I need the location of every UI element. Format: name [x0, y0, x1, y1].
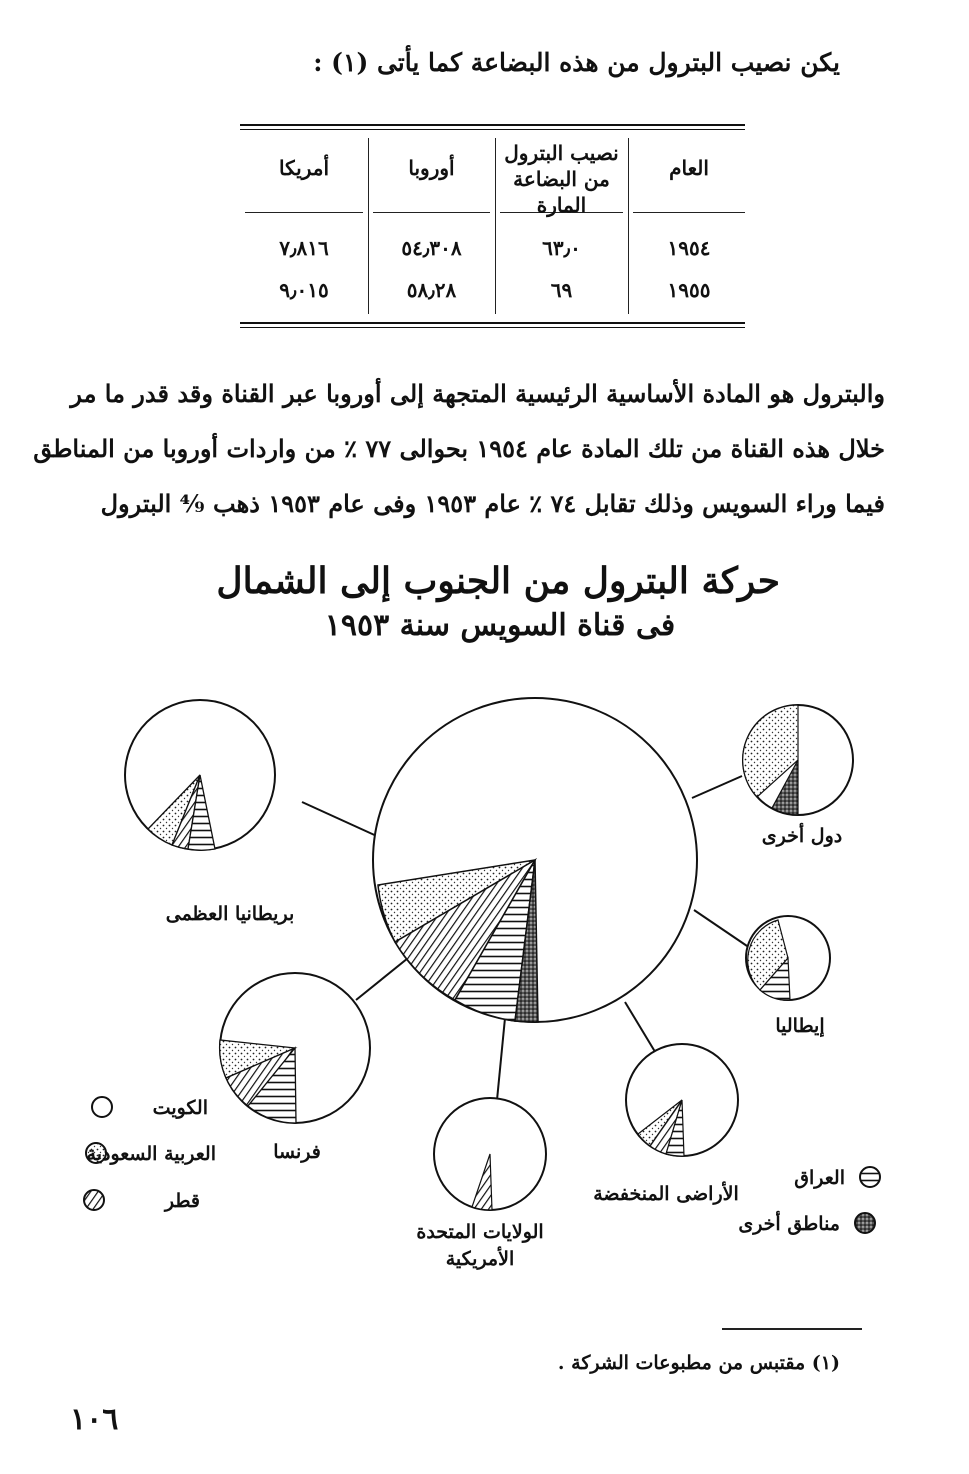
legend-saudi: العربية السعودية — [86, 1143, 216, 1165]
header-underline — [245, 212, 363, 213]
row1-year: ١٩٥٤ — [667, 236, 711, 260]
row1-europe: ٥٤٫٣٠٨ — [401, 236, 462, 260]
label-france: فرنسا — [273, 1141, 321, 1163]
row2-year: ١٩٥٥ — [667, 278, 711, 302]
paragraph-line: خلال هذه القناة من تلك المادة عام ١٩٥٤ بحوالى ٧٧ ٪ من واردات أوروبا من المناطق — [33, 434, 885, 463]
oil-share-table — [240, 130, 745, 322]
label-usa-line1: الولايات المتحدة — [416, 1221, 544, 1243]
legend-swatch-other-regions — [855, 1213, 875, 1233]
paragraph-line: فيما وراء السويس وذلك تقابل ٧٤ ٪ عام ١٩٥٣ وفى عام ١٩٥٣ ذهب ⁴⁄₉ البترول — [100, 489, 885, 518]
body-paragraph — [33, 366, 885, 531]
row1-america: ٧٫٨١٦ — [279, 236, 329, 260]
header-america: أمريكا — [278, 156, 329, 180]
table-top-rule — [240, 124, 745, 126]
chart-subtitle: فى قناة السويس سنة ١٩٥٣ — [324, 608, 676, 643]
header-underline — [633, 212, 745, 213]
label-netherlands: الأراضى المنخفضة — [593, 1183, 739, 1205]
pie-france — [220, 973, 370, 1123]
table-divider — [495, 138, 496, 314]
row1-share: ٦٣٫٠ — [542, 236, 581, 260]
label-usa-line2: الأمريكية — [445, 1248, 515, 1270]
table-bottom-rule — [240, 322, 745, 324]
page-number: ١٠٦ — [70, 1402, 119, 1437]
legend-swatch-kuwait — [92, 1097, 112, 1117]
header-underline — [373, 212, 490, 213]
header-share-line1: نصيب البترول — [504, 141, 619, 165]
paragraph-line: والبترول هو المادة الأساسية الرئيسية المتجهة إلى أوروبا عبر القناة وقد قدر ما مر — [70, 379, 885, 408]
oil-flow-diagram — [60, 680, 920, 1300]
table-divider — [628, 138, 629, 314]
legend-right — [738, 1167, 880, 1235]
table-bottom-rule-thin — [240, 327, 745, 328]
intro-line: يكن نصيب البترول من هذه البضاعة كما يأتى (١) : — [313, 48, 840, 77]
legend-left — [84, 1097, 216, 1212]
pie-usa — [434, 1098, 546, 1210]
legend-swatch-iraq — [860, 1167, 880, 1187]
header-share-line2: من البضاعة المارة — [513, 167, 610, 217]
legend-swatch-qatar — [84, 1190, 104, 1210]
pie-others — [743, 705, 853, 815]
header-share — [500, 140, 623, 218]
legend-qatar: قطر — [164, 1190, 200, 1212]
pie-netherlands — [626, 1044, 738, 1156]
row2-america: ٩٫٠١٥ — [279, 278, 329, 302]
label-italy: إيطاليا — [775, 1015, 825, 1037]
pie-italy — [746, 916, 830, 1000]
header-year: العام — [669, 156, 709, 180]
label-britain: بريطانيا العظمى — [165, 903, 295, 925]
pie-total — [373, 698, 697, 1022]
legend-iraq: العراق — [794, 1167, 845, 1189]
row2-europe: ٥٨٫٢٨ — [406, 278, 457, 302]
label-others: دول أخرى — [761, 825, 843, 847]
table-divider — [368, 138, 369, 314]
footnote: (١) مقتبس من مطبوعات الشركة . — [557, 1352, 840, 1374]
footnote-divider — [722, 1328, 862, 1330]
legend-other-regions: مناطق أخرى — [738, 1213, 840, 1235]
chart-title: حركة البترول من الجنوب إلى الشمال — [216, 560, 780, 602]
pie-britain — [125, 700, 275, 850]
header-europe: أوروبا — [408, 156, 455, 180]
legend-kuwait: الكويت — [152, 1097, 208, 1119]
row2-share: ٦٩ — [550, 278, 573, 302]
